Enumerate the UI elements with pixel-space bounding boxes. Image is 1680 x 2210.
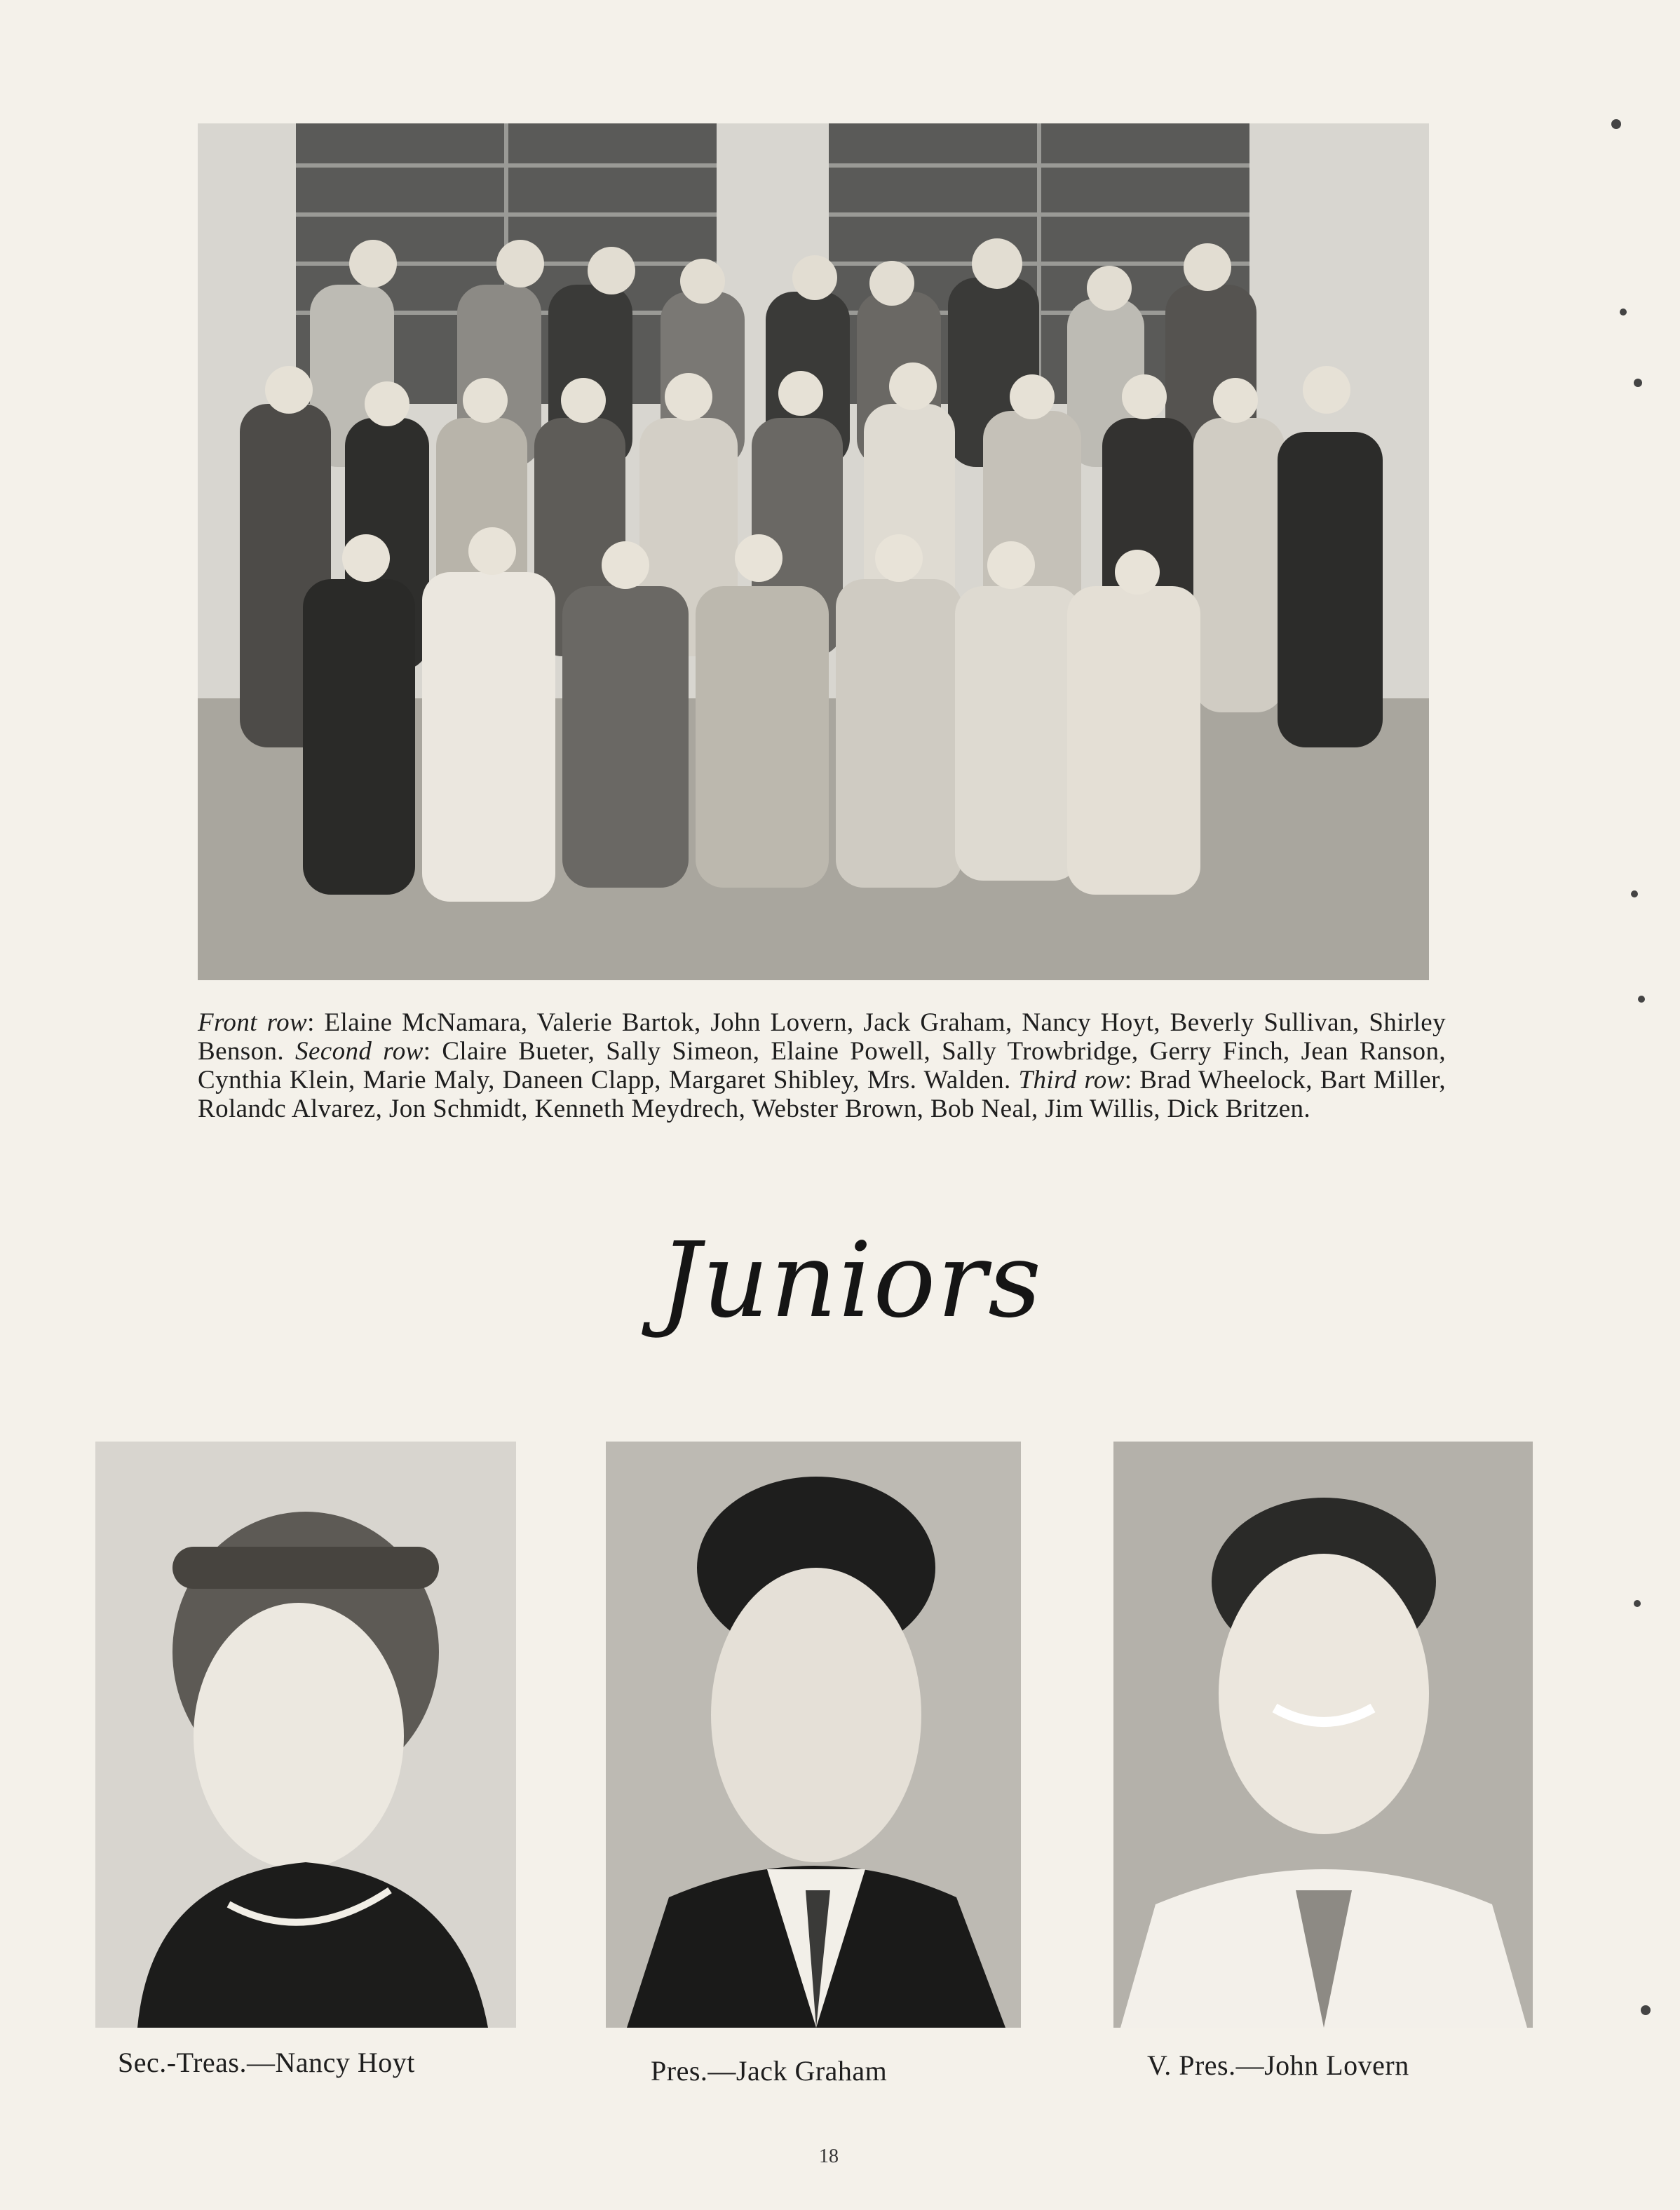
caption-vice-pres: V. Pres.—John Lovern [1147,2049,1409,2081]
portrait-vp [1113,1442,1533,2028]
caption-pres: Pres.—Jack Graham [651,2055,888,2087]
third-row-names: : Brad Wheelock, Bart Miller, Rolandc Alvarez, Jon Schmidt, Kenneth Meydrech, Webster Brown, Bob Neal, Jim Willis, Dick Britzen. [198,1066,1446,1123]
scan-speck [1634,379,1642,387]
second-row-label: Second row [295,1037,424,1066]
group-photo [198,123,1429,980]
portrait-pres [606,1442,1021,2028]
scan-speck [1638,996,1645,1003]
scan-speck [1611,119,1621,129]
portrait-sec-treas [95,1442,516,2028]
third-row-label: Third row [1018,1066,1125,1094]
front-row-label: Front row [198,1008,308,1037]
front-row-names: : Elaine McNamara, Valerie Bartok, John Lovern, Jack Graham, Nancy Hoyt, Beverly Sullivan, Shirley Benson. [198,1008,1446,1066]
scan-speck [1641,2005,1651,2015]
caption-sec-treas: Sec.-Treas.—Nancy Hoyt [118,2047,415,2078]
scan-speck [1634,1600,1641,1607]
second-row-names: : Claire Bueter, Sally Simeon, Elaine Powell, Sally Trowbridge, Gerry Finch, Jean Ranson, Cynthia Klein, Marie Maly, Daneen Clapp, Margaret Shibley, Mrs. Walden. [198,1037,1446,1094]
page-number: 18 [819,2145,839,2167]
scan-speck [1631,890,1638,897]
scan-speck [1620,309,1627,316]
section-title: Juniors [659,1220,1043,1341]
group-photo-caption [198,1008,1446,1123]
